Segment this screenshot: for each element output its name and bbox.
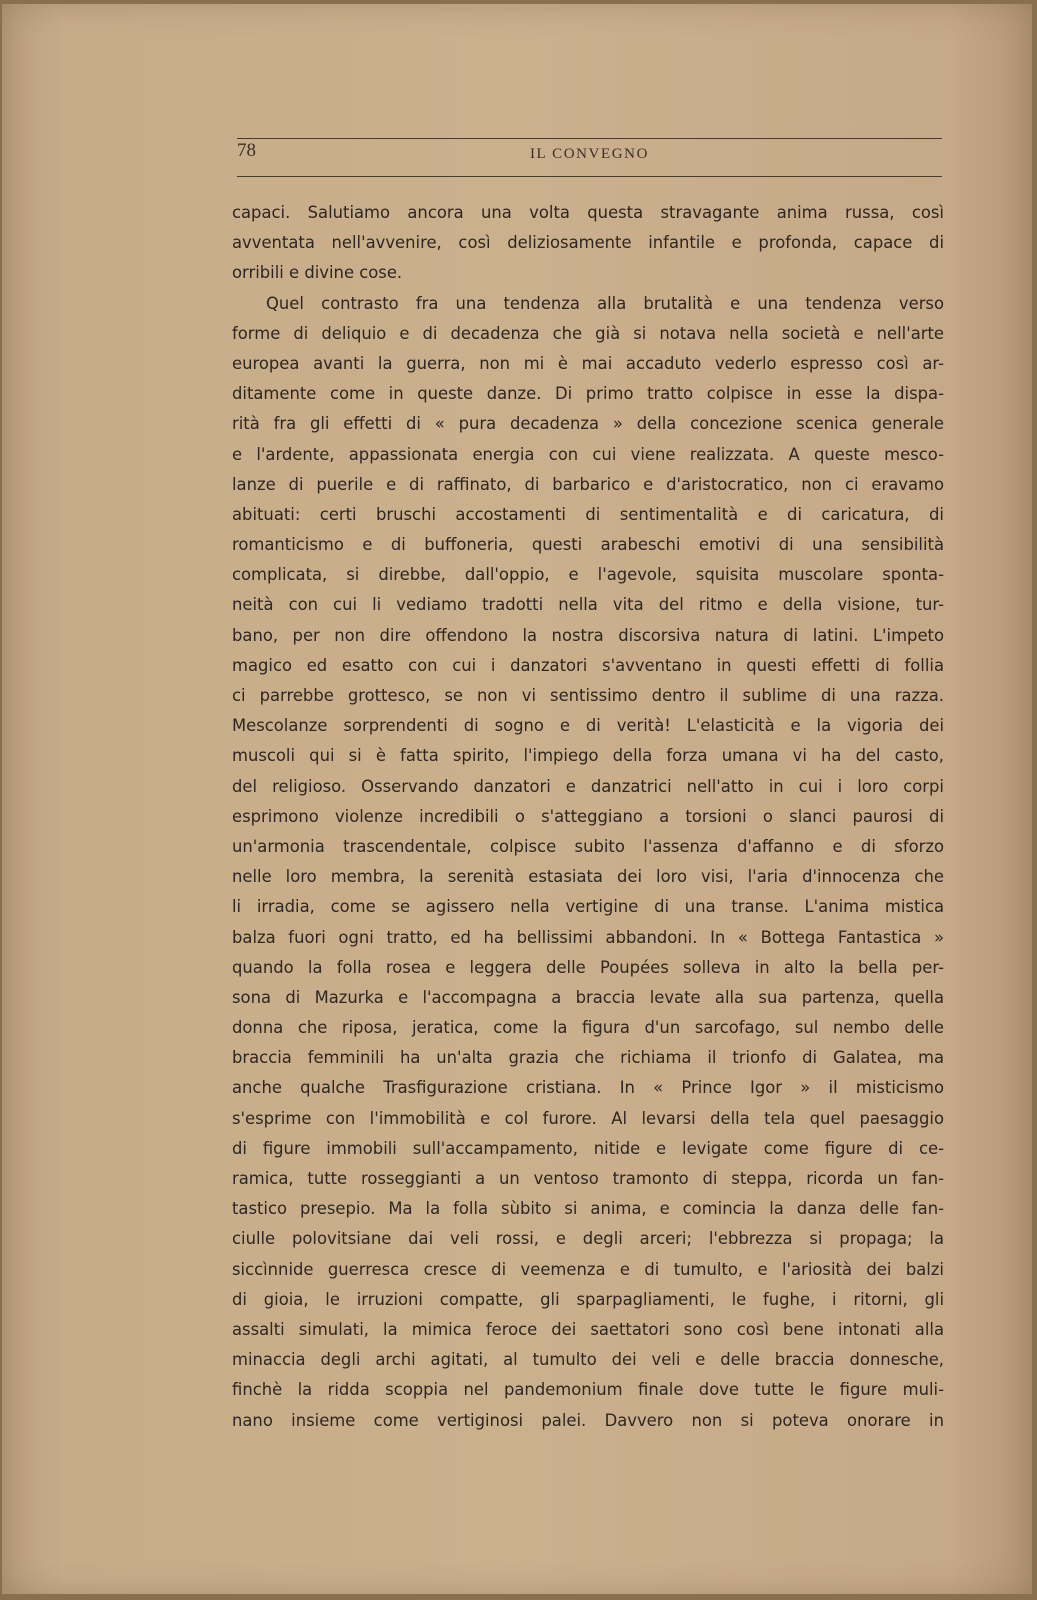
text-line: magico ed esatto con cui i danzatori s'avventano in questi effetti di follia: [232, 655, 944, 675]
text-line: nano insieme come vertiginosi palei. Davvero non si poteva onorare in: [232, 1410, 944, 1430]
text-line: complicata, si direbbe, dall'oppio, e l'agevole, squisita muscolare sponta-: [232, 565, 944, 585]
text-line: braccia femminili ha un'alta grazia che richiama il trionfo di Galatea, ma: [232, 1048, 944, 1068]
text-line: quando la folla rosea e leggera delle Poupées solleva in alto la bella per-: [232, 957, 944, 977]
text-line: sona di Mazurka e l'accompagna a braccia levate alla sua partenza, quella: [232, 987, 944, 1007]
text-line: lanze di puerile e di raffinato, di barbarico e d'aristocratico, non ci eravamo: [232, 474, 944, 494]
text-line: ditamente come in queste danze. Di primo tratto colpisce in esse la dispa-: [232, 384, 944, 404]
text-line: un'armonia trascendentale, colpisce subito l'assenza d'affanno e di sforzo: [232, 836, 944, 856]
header-bottom-rule: [237, 176, 942, 177]
text-line: s'esprime con l'immobilità e col furore. Al levarsi della tela quel paesaggio: [232, 1108, 944, 1128]
text-line: avventata nell'avvenire, così deliziosamente infantile e profonda, capace di: [232, 233, 944, 253]
text-line: anche qualche Trasfigurazione cristiana. In « Prince Igor » il misticismo: [232, 1078, 944, 1098]
text-line: di figure immobili sull'accampamento, nitide e levigate come figure di ce-: [232, 1138, 944, 1158]
text-line: del religioso. Osservando danzatori e danzatrici nell'atto in cui i loro corpi: [232, 776, 944, 796]
running-head: IL CONVEGNO: [529, 146, 650, 162]
text-line: orribili e divine cose.: [232, 263, 403, 283]
text-line: e l'ardente, appassionata energia con cui viene realizzata. A queste mesco-: [232, 444, 944, 464]
text-line: finchè la ridda scoppia nel pandemonium finale dove tutte le figure muli-: [232, 1380, 944, 1400]
text-line: tastico presepio. Ma la folla sùbito si anima, e comincia la danza delle fan-: [232, 1199, 944, 1219]
text-line: muscoli qui si è fatta spirito, l'impiego della forza umana vi ha del casto,: [232, 746, 944, 766]
page-header: [237, 132, 942, 182]
text-line: bano, per non dire offendono la nostra discorsiva natura di latini. L'impeto: [232, 625, 944, 645]
text-line: siccìnnide guerresca cresce di veemenza e di tumulto, e l'ariosità dei balzi: [232, 1259, 944, 1279]
text-line: forme di deliquio e di decadenza che già si notava nella società e nell'arte: [232, 323, 944, 343]
text-line: abituati: certi bruschi accostamenti di sentimentalità e di caricatura, di: [232, 504, 944, 524]
text-line: donna che riposa, jeratica, come la figura d'un sarcofago, sul nembo delle: [232, 1018, 944, 1038]
page-number: 78: [237, 140, 256, 161]
text-line: capaci. Salutiamo ancora una volta questa stravagante anima russa, così: [232, 203, 944, 222]
text-line: assalti simulati, la mimica feroce dei saettatori sono così bene intonati alla: [232, 1319, 944, 1339]
header-top-rule: [237, 138, 942, 139]
text-line: ramica, tutte rosseggianti a un ventoso tramonto di steppa, ricorda un fan-: [232, 1169, 944, 1188]
text-line: esprimono violenze incredibili o s'atteggiano a torsioni o slanci paurosi di: [232, 806, 944, 826]
text-line: ciulle polovitsiane dai veli rossi, e degli arceri; l'ebbrezza si propaga; la: [232, 1229, 944, 1249]
body-text: [232, 198, 944, 1436]
text-line: europea avanti la guerra, non mi è mai accaduto vederlo espresso così ar-: [232, 353, 944, 373]
text-line: di gioia, le irruzioni compatte, gli sparpagliamenti, le fughe, i ritorni, gli: [232, 1289, 944, 1309]
text-line: minaccia degli archi agitati, al tumulto dei veli e delle braccia donnesche,: [232, 1350, 944, 1370]
text-line: li irradia, come se agissero nella vertigine di una transe. L'anima mistica: [232, 897, 944, 917]
text-line: ci parrebbe grottesco, se non vi sentissimo dentro il sublime di una razza.: [232, 686, 944, 705]
text-line: neità con cui li vediamo tradotti nella vita del ritmo e della visione, tur-: [232, 595, 944, 615]
text-line: balza fuori ogni tratto, ed ha bellissimi abbandoni. In « Bottega Fantastica »: [232, 927, 944, 947]
text-line: nelle loro membra, la serenità estasiata dei loro visi, l'aria d'innocenza che: [232, 867, 944, 887]
text-line: romanticismo e di buffoneria, questi arabeschi emotivi di una sensibilità: [232, 535, 944, 555]
text-line: rità fra gli effetti di « pura decadenza » della concezione scenica generale: [232, 414, 944, 434]
text-line: Mescolanze sorprendenti di sogno e di verità! L'elasticità e la vigoria dei: [232, 716, 944, 736]
text-line: Quel contrasto fra una tendenza alla brutalità e una tendenza verso: [266, 293, 944, 313]
